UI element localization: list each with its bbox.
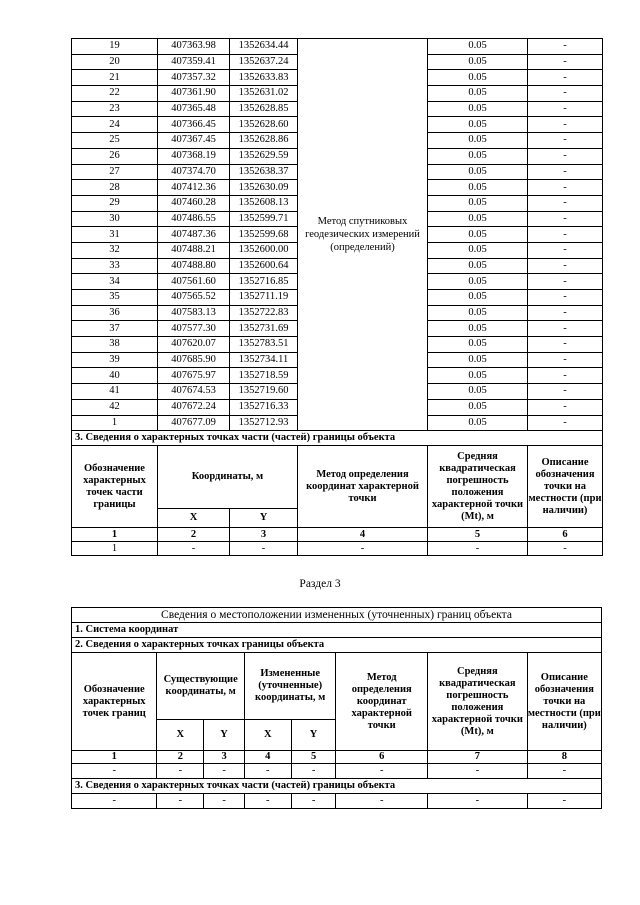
point-number-cell: 21 (72, 70, 158, 86)
description-cell: - (528, 133, 603, 149)
accuracy-cell: 0.05 (428, 305, 528, 321)
table-cell: - (291, 764, 336, 779)
x-cell: 407365.48 (158, 101, 230, 117)
point-number-cell: 37 (72, 321, 158, 337)
description-cell: - (528, 195, 603, 211)
table-cell: - (72, 794, 157, 809)
table-cell: - (157, 794, 204, 809)
x-cell: 407374.70 (158, 164, 230, 180)
description-cell: - (528, 384, 603, 400)
y-cell: 1352716.33 (230, 399, 298, 415)
point-number-cell: 34 (72, 274, 158, 290)
y-cell: 1352638.37 (230, 164, 298, 180)
x-cell: 407675.97 (158, 368, 230, 384)
point-number-cell: 35 (72, 290, 158, 306)
x-cell: 407677.09 (158, 415, 230, 431)
point-number-cell: 30 (72, 211, 158, 227)
x-cell: 407359.41 (158, 54, 230, 70)
accuracy-cell: 0.05 (428, 117, 528, 133)
header-description: Описание обозначения точки на местности (при наличии) (527, 653, 601, 751)
point-number-cell: 42 (72, 399, 158, 415)
accuracy-cell: 0.05 (428, 368, 528, 384)
description-cell: - (528, 305, 603, 321)
point-number-cell: 41 (72, 384, 158, 400)
description-cell: - (528, 415, 603, 431)
point-number-cell: 32 (72, 242, 158, 258)
y-cell: 1352718.59 (230, 368, 298, 384)
column-number: 5 (291, 751, 336, 764)
parts-heading: 3. Сведения о характерных точках части (частей) границы объекта (72, 431, 603, 446)
y-cell: 1352637.24 (230, 54, 298, 70)
y-cell: 1352631.02 (230, 86, 298, 102)
x-cell: 407565.52 (158, 290, 230, 306)
description-cell: - (528, 337, 603, 353)
x-cell: 407674.53 (158, 384, 230, 400)
point-number-cell: 23 (72, 101, 158, 117)
header-accuracy: Средняя квадратическая погрешность положения характерной точки (Mt), м (427, 653, 527, 751)
column-number: 1 (72, 751, 157, 764)
header-x: X (157, 720, 204, 751)
accuracy-cell: 0.05 (428, 321, 528, 337)
point-number-cell: 28 (72, 180, 158, 196)
header-row (72, 446, 603, 509)
table-title: Сведения о местоположении измененных (уточненных) границ объекта (72, 608, 602, 623)
coordinates-table-body (72, 39, 603, 556)
table-cell: - (298, 542, 428, 556)
table-cell: - (204, 764, 245, 779)
x-cell: 407672.24 (158, 399, 230, 415)
description-cell: - (528, 290, 603, 306)
x-cell: 407367.45 (158, 133, 230, 149)
x-cell: 407361.90 (158, 86, 230, 102)
header-changed-coords: Измененные (уточненные) координаты, м (244, 653, 336, 720)
x-cell: 407685.90 (158, 352, 230, 368)
description-cell: - (528, 227, 603, 243)
header-designation: Обозначение характерных точек границ (72, 653, 157, 751)
column-number: 3 (230, 528, 298, 542)
column-numbers-row (72, 751, 602, 764)
y-cell: 1352599.71 (230, 211, 298, 227)
accuracy-cell: 0.05 (428, 180, 528, 196)
x-cell: 407366.45 (158, 117, 230, 133)
description-cell: - (528, 54, 603, 70)
header-method: Метод определения координат характерной точки (336, 653, 428, 751)
section-heading: Раздел 3 (299, 578, 341, 590)
table-cell: - (527, 794, 601, 809)
x-cell: 407488.80 (158, 258, 230, 274)
description-cell: - (528, 39, 603, 55)
column-number: 3 (204, 751, 245, 764)
x-cell: 407460.28 (158, 195, 230, 211)
header-existing-coords: Существующие координаты, м (157, 653, 244, 720)
y-cell: 1352608.13 (230, 195, 298, 211)
point-number-cell: 38 (72, 337, 158, 353)
x-cell: 407363.98 (158, 39, 230, 55)
x-cell: 407486.55 (158, 211, 230, 227)
point-number-cell: 36 (72, 305, 158, 321)
table-row (72, 764, 602, 779)
coord-system-heading: 1. Система координат (72, 623, 602, 638)
point-number-cell: 22 (72, 86, 158, 102)
accuracy-cell: 0.05 (428, 39, 528, 55)
table-cell: - (244, 764, 291, 779)
table-cell: - (72, 764, 157, 779)
column-number: 7 (427, 751, 527, 764)
point-number-cell: 29 (72, 195, 158, 211)
column-number: 4 (244, 751, 291, 764)
description-cell: - (528, 86, 603, 102)
y-cell: 1352719.60 (230, 384, 298, 400)
y-cell: 1352711.19 (230, 290, 298, 306)
y-cell: 1352628.86 (230, 133, 298, 149)
accuracy-cell: 0.05 (428, 164, 528, 180)
header-designation: Обозначение характерных точек части границы (72, 446, 158, 528)
accuracy-cell: 0.05 (428, 133, 528, 149)
x-cell: 407487.36 (158, 227, 230, 243)
table-cell: - (427, 794, 527, 809)
table-cell: - (428, 542, 528, 556)
point-number-cell: 40 (72, 368, 158, 384)
table-cell: - (427, 764, 527, 779)
y-cell: 1352600.00 (230, 242, 298, 258)
description-cell: - (528, 70, 603, 86)
y-cell: 1352628.85 (230, 101, 298, 117)
changed-boundaries-table (71, 607, 602, 809)
coordinates-table (71, 38, 603, 556)
y-cell: 1352634.44 (230, 39, 298, 55)
accuracy-cell: 0.05 (428, 70, 528, 86)
y-cell: 1352734.11 (230, 352, 298, 368)
y-cell: 1352722.83 (230, 305, 298, 321)
point-number-cell: 20 (72, 54, 158, 70)
description-cell: - (528, 164, 603, 180)
description-cell: - (528, 368, 603, 384)
description-cell: - (528, 352, 603, 368)
accuracy-cell: 0.05 (428, 258, 528, 274)
accuracy-cell: 0.05 (428, 352, 528, 368)
header-y: Y (204, 720, 245, 751)
y-cell: 1352731.69 (230, 321, 298, 337)
column-number: 2 (157, 751, 204, 764)
accuracy-cell: 0.05 (428, 54, 528, 70)
point-number-cell: 26 (72, 148, 158, 164)
point-number-cell: 31 (72, 227, 158, 243)
point-number-cell: 19 (72, 39, 158, 55)
header-x: X (158, 509, 230, 528)
header-description: Описание обозначения точки на местности (при наличии) (528, 446, 603, 528)
description-cell: - (528, 242, 603, 258)
table-cell: - (336, 764, 428, 779)
accuracy-cell: 0.05 (428, 384, 528, 400)
description-cell: - (528, 117, 603, 133)
accuracy-cell: 0.05 (428, 101, 528, 117)
x-cell: 407577.30 (158, 321, 230, 337)
description-cell: - (528, 148, 603, 164)
table-cell: - (527, 764, 601, 779)
description-cell: - (528, 101, 603, 117)
description-cell: - (528, 180, 603, 196)
column-number: 6 (336, 751, 428, 764)
table-cell: - (157, 764, 204, 779)
description-cell: - (528, 321, 603, 337)
accuracy-cell: 0.05 (428, 242, 528, 258)
description-cell: - (528, 211, 603, 227)
table-cell: - (204, 794, 245, 809)
column-number: 2 (158, 528, 230, 542)
point-number-cell: 39 (72, 352, 158, 368)
point-number-cell: 24 (72, 117, 158, 133)
column-number: 6 (528, 528, 603, 542)
header-y: Y (291, 720, 336, 751)
y-cell: 1352716.85 (230, 274, 298, 290)
x-cell: 407583.13 (158, 305, 230, 321)
header-x: X (244, 720, 291, 751)
point-number-cell: 25 (72, 133, 158, 149)
column-numbers-row (72, 528, 603, 542)
parts-heading: 3. Сведения о характерных точках части (частей) границы объекта (72, 779, 602, 794)
column-number: 5 (428, 528, 528, 542)
y-cell: 1352783.51 (230, 337, 298, 353)
header-coords: Координаты, м (158, 446, 298, 509)
y-cell: 1352628.60 (230, 117, 298, 133)
accuracy-cell: 0.05 (428, 399, 528, 415)
accuracy-cell: 0.05 (428, 211, 528, 227)
accuracy-cell: 0.05 (428, 337, 528, 353)
y-cell: 1352629.59 (230, 148, 298, 164)
section-row (72, 431, 603, 446)
accuracy-cell: 0.05 (428, 86, 528, 102)
table-cell: - (528, 542, 603, 556)
accuracy-cell: 0.05 (428, 227, 528, 243)
table-cell: - (336, 794, 428, 809)
point-number-cell: 1 (72, 415, 158, 431)
description-cell: - (528, 258, 603, 274)
table-cell: - (291, 794, 336, 809)
table-cell: - (230, 542, 298, 556)
points-heading: 2. Сведения о характерных точках границы объекта (72, 638, 602, 653)
table-row (72, 542, 603, 556)
point-number-cell: 33 (72, 258, 158, 274)
column-number: 4 (298, 528, 428, 542)
table-row (72, 794, 602, 809)
x-cell: 407412.36 (158, 180, 230, 196)
table-cell: 1 (72, 542, 158, 556)
x-cell: 407488.21 (158, 242, 230, 258)
header-method: Метод определения координат характерной точки (298, 446, 428, 528)
table-cell: - (158, 542, 230, 556)
accuracy-cell: 0.05 (428, 148, 528, 164)
description-cell: - (528, 399, 603, 415)
header-y: Y (230, 509, 298, 528)
method-cell: Метод спутниковых геодезических измерений (определений) (298, 39, 428, 431)
y-cell: 1352633.83 (230, 70, 298, 86)
table-row (72, 39, 603, 55)
x-cell: 407620.07 (158, 337, 230, 353)
y-cell: 1352599.68 (230, 227, 298, 243)
accuracy-cell: 0.05 (428, 195, 528, 211)
x-cell: 407561.60 (158, 274, 230, 290)
point-number-cell: 27 (72, 164, 158, 180)
header-accuracy: Средняя квадратическая погрешность положения характерной точки (Mt), м (428, 446, 528, 528)
y-cell: 1352712.93 (230, 415, 298, 431)
accuracy-cell: 0.05 (428, 274, 528, 290)
column-number: 8 (527, 751, 601, 764)
column-number: 1 (72, 528, 158, 542)
table-cell: - (244, 794, 291, 809)
y-cell: 1352600.64 (230, 258, 298, 274)
x-cell: 407357.32 (158, 70, 230, 86)
accuracy-cell: 0.05 (428, 415, 528, 431)
y-cell: 1352630.09 (230, 180, 298, 196)
x-cell: 407368.19 (158, 148, 230, 164)
accuracy-cell: 0.05 (428, 290, 528, 306)
description-cell: - (528, 274, 603, 290)
